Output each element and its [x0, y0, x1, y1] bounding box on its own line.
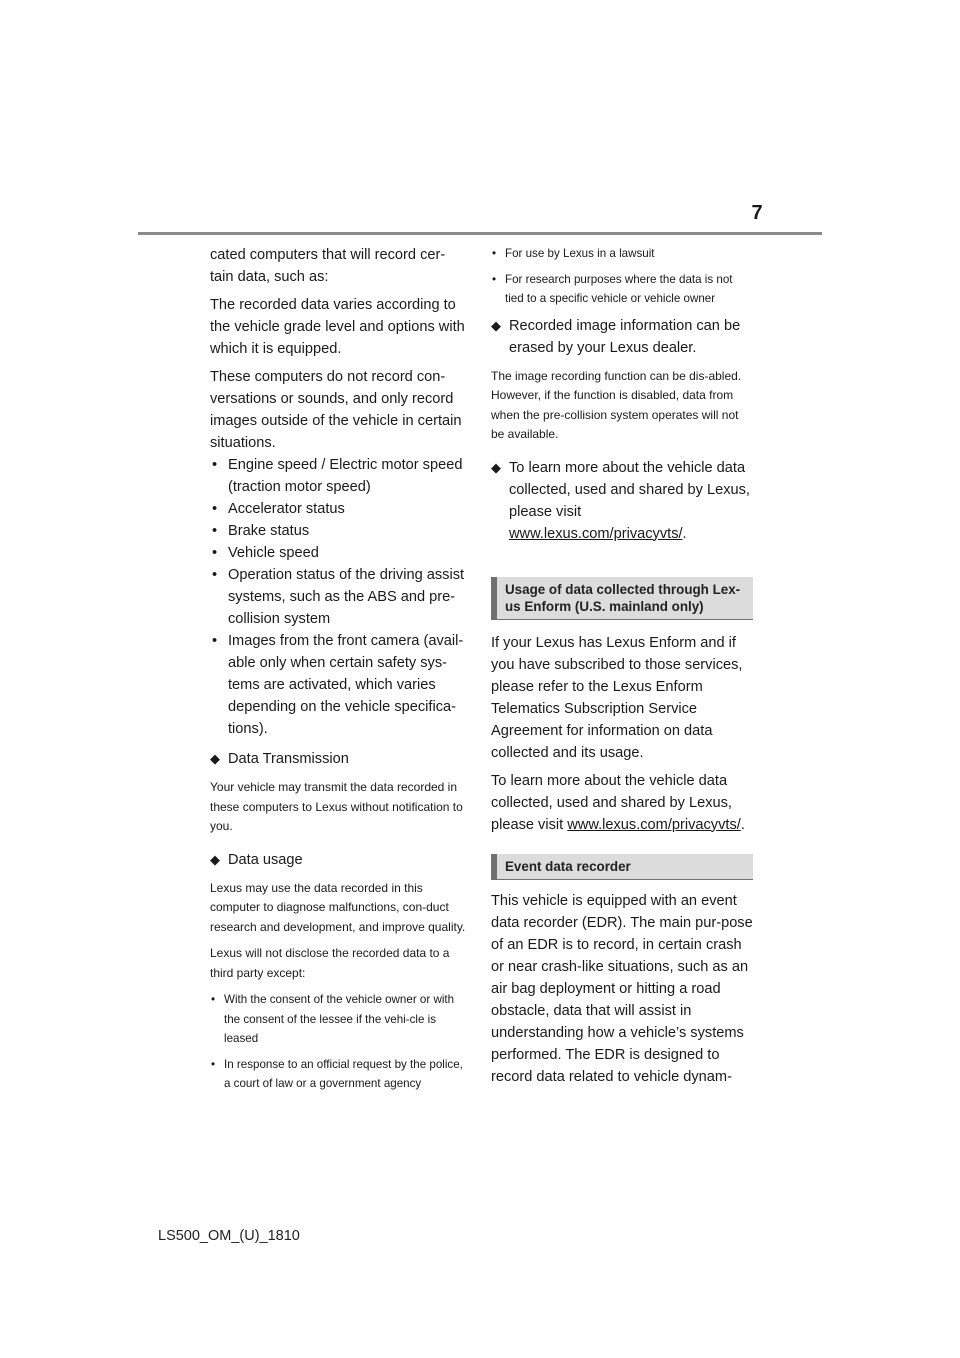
- list-item: • Operation status of the driving assist systems, such as the ABS and pre-collision system: [210, 564, 468, 630]
- learn-more-heading: ◆ To learn more about the vehicle data collected, used and shared by Lexus, please visit www.lexus.com/privacyvts/.: [491, 457, 753, 545]
- list-item: • In response to an official request by the police, a court of law or a government agency: [210, 1055, 468, 1094]
- list-item: • Engine speed / Electric motor speed (traction motor speed): [210, 454, 468, 498]
- list-item: • For use by Lexus in a lawsuit: [491, 244, 753, 264]
- privacy-link[interactable]: www.lexus.com/privacyvts/: [567, 816, 741, 833]
- bullet-icon: •: [212, 501, 218, 517]
- edr-paragraph-1: This vehicle is equipped with an event data recorder (EDR). The main pur-pose of an EDR is to record, in certain crash or near crash-like situations, such as an air bag deployment or hitting a road obstacle, data that will assist in understanding how a vehicle’s systems performed. The EDR is designed to record data related to vehicle dynam-: [491, 892, 753, 1085]
- header-rule: [138, 232, 822, 235]
- enform-paragraph-2: To learn more about the vehicle data collected, used and shared by Lexus, please visit www.lexus.com/privacyvts/.: [491, 772, 745, 833]
- bullet-icon: •: [492, 247, 497, 260]
- disclosure-exceptions-list-continued: [491, 244, 753, 309]
- left-paragraph-3: These computers do not record con-versations or sounds, and only record images outside of the vehicle in certain situations.: [210, 369, 462, 451]
- list-item: • Vehicle speed: [210, 542, 468, 564]
- left-paragraph-1: cated computers that will record cer-tain data, such as:: [210, 247, 446, 285]
- bullet-icon: •: [492, 272, 497, 286]
- bullet-icon: •: [212, 545, 218, 561]
- page-number: 7: [751, 202, 763, 224]
- bullet-icon: •: [212, 457, 218, 473]
- disclosure-exceptions-list: [210, 990, 468, 1094]
- image-erase-text: The image recording function can be dis-abled. However, if the function is disabled, data from when the pre-collision system operates will not be available.: [491, 368, 742, 441]
- data-usage-heading: ◆ Data usage: [210, 849, 468, 871]
- section-title-edr: Event data recorder: [491, 854, 753, 880]
- bullet-icon: •: [212, 567, 218, 583]
- left-column: [210, 244, 468, 1100]
- bullet-icon: •: [211, 1057, 216, 1071]
- list-item: • Accelerator status: [210, 498, 468, 520]
- diamond-bullet-icon: ◆: [210, 751, 220, 766]
- data-transmission-heading: ◆ Data Transmission: [210, 748, 468, 770]
- bullet-icon: •: [212, 523, 218, 539]
- list-item: • With the consent of the vehicle owner or with the consent of the lessee if the vehi-cle is leased: [210, 990, 468, 1049]
- document-footer: LS500_OM_(U)_1810: [158, 1228, 300, 1244]
- data-transmission-text: Your vehicle may transmit the data recorded in these computers to Lexus without notification to you.: [210, 780, 463, 833]
- privacy-link[interactable]: www.lexus.com/privacyvts/: [509, 525, 683, 542]
- section-title-enform: Usage of data collected through Lex-us Enform (U.S. mainland only): [491, 577, 753, 620]
- diamond-bullet-icon: ◆: [491, 317, 501, 333]
- image-erase-heading: ◆ Recorded image information can be erased by your Lexus dealer.: [491, 315, 753, 359]
- data-usage-text-2: Lexus will not disclose the recorded data to a third party except:: [210, 946, 450, 980]
- enform-paragraph-1: If your Lexus has Lexus Enform and if you have subscribed to those services, please refer to the Lexus Enform Telematics Subscription Service Agreement for information on data collected and its usage.: [491, 634, 743, 761]
- data-usage-text-1: Lexus may use the data recorded in this computer to diagnose malfunctions, con-duct research and development, and improve quality.: [210, 880, 466, 934]
- recorded-data-list: [210, 454, 468, 740]
- right-column: [491, 244, 753, 1094]
- list-item: • For research purposes where the data is not tied to a specific vehicle or vehicle owner: [491, 270, 753, 309]
- bullet-icon: •: [212, 633, 218, 649]
- list-item: • Images from the front camera (avail-able only when certain safety sys-tems are activated, which varies depending on the vehicle specifica-tions).: [210, 630, 468, 740]
- diamond-bullet-icon: ◆: [210, 851, 220, 867]
- bullet-icon: •: [211, 993, 216, 1006]
- diamond-bullet-icon: ◆: [491, 459, 501, 475]
- left-paragraph-2: The recorded data varies according to the vehicle grade level and options with which it is equipped.: [210, 297, 465, 357]
- list-item: • Brake status: [210, 520, 468, 542]
